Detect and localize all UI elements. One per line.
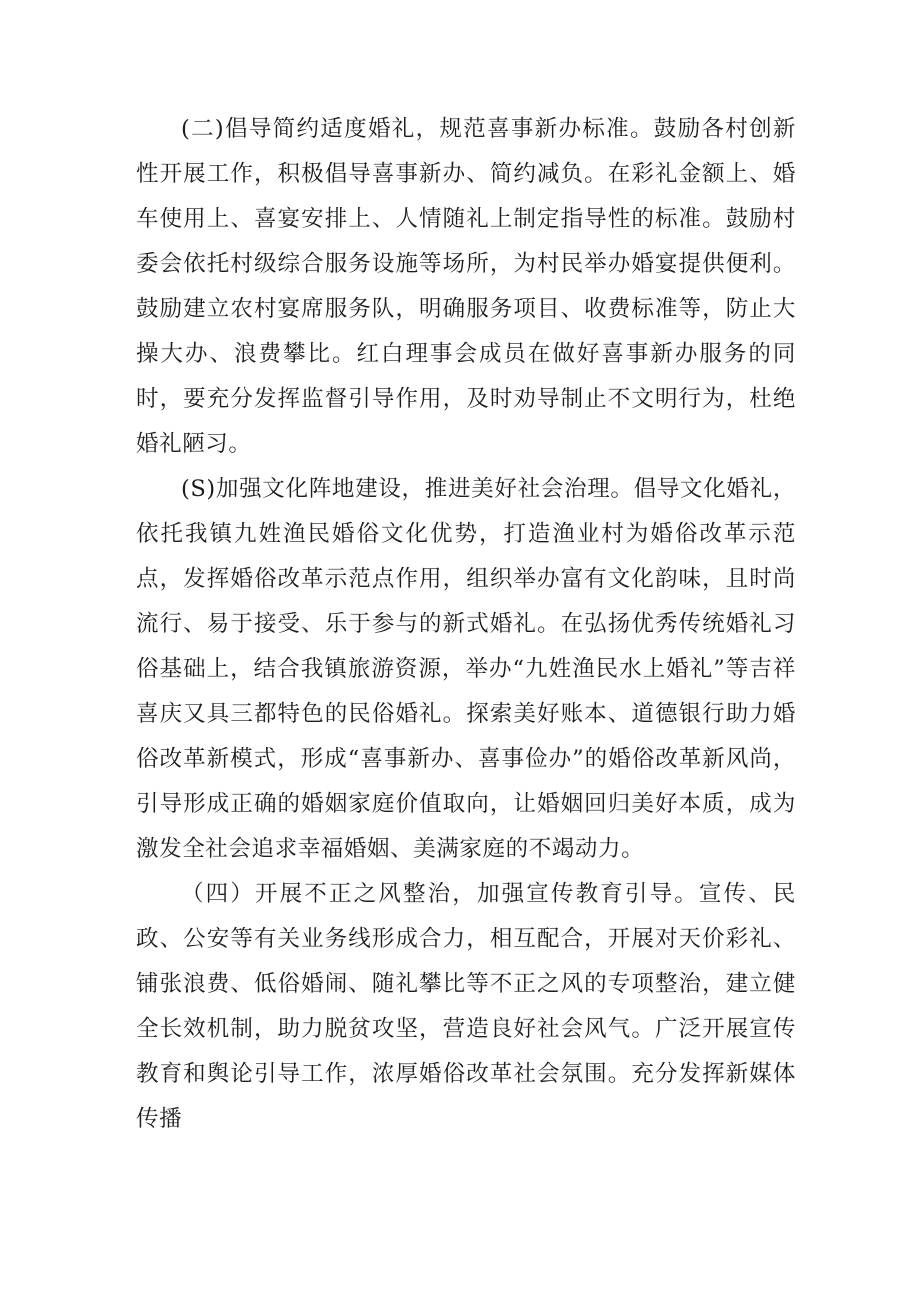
document-body	[136, 107, 796, 1142]
paragraph-section-3: (S)加强文化阵地建设，推进美好社会治理。倡导文化婚礼，依托我镇九姓渔民婚俗文化优势，打造渔业村为婚俗改革示范点，发挥婚俗改革示范点作用，组织举办富有文化韵味，且时尚流行、易于接受、乐于参与的新式婚礼。在弘扬优秀传统婚礼习俗基础上，结合我镇旅游资源，举办“九姓渔民水上婚礼”等吉祥喜庆又具三都特色的民俗婚礼。探索美好账本、道德银行助力婚俗改革新模式，形成“喜事新办、喜事俭办”的婚俗改革新风尚，引导形成正确的婚姻家庭价值取向，让婚姻回归美好本质，成为激发全社会追求幸福婚姻、美满家庭的不竭动力。	[136, 476, 796, 862]
paragraph-section-2: (二)倡导简约适度婚礼，规范喜事新办标准。鼓励各村创新性开展工作，积极倡导喜事新办、简约减负。在彩礼金额上、婚车使用上、喜宴安排上、人情随礼上制定指导性的标准。鼓励村委会依托村级综合服务设施等场所，为村民举办婚宴提供便利。鼓励建立农村宴席服务队，明确服务项目、收费标准等，防止大操大办、浪费攀比。红白理事会成员在做好喜事新办服务的同时，要充分发挥监督引导作用，及时劝导制止不文明行为，杜绝婚礼陋习。	[136, 116, 796, 457]
paragraph-section-4: （四）开展不正之风整治，加强宣传教育引导。宣传、民政、公安等有关业务线形成合力，相互配合，开展对天价彩礼、铺张浪费、低俗婚闹、随礼攀比等不正之风的专项整治，建立健全长效机制，助力脱贫攻坚，营造良好社会风气。广泛开展宣传教育和舆论引导工作，浓厚婚俗改革社会氛围。充分发挥新媒体传播	[136, 881, 796, 1132]
